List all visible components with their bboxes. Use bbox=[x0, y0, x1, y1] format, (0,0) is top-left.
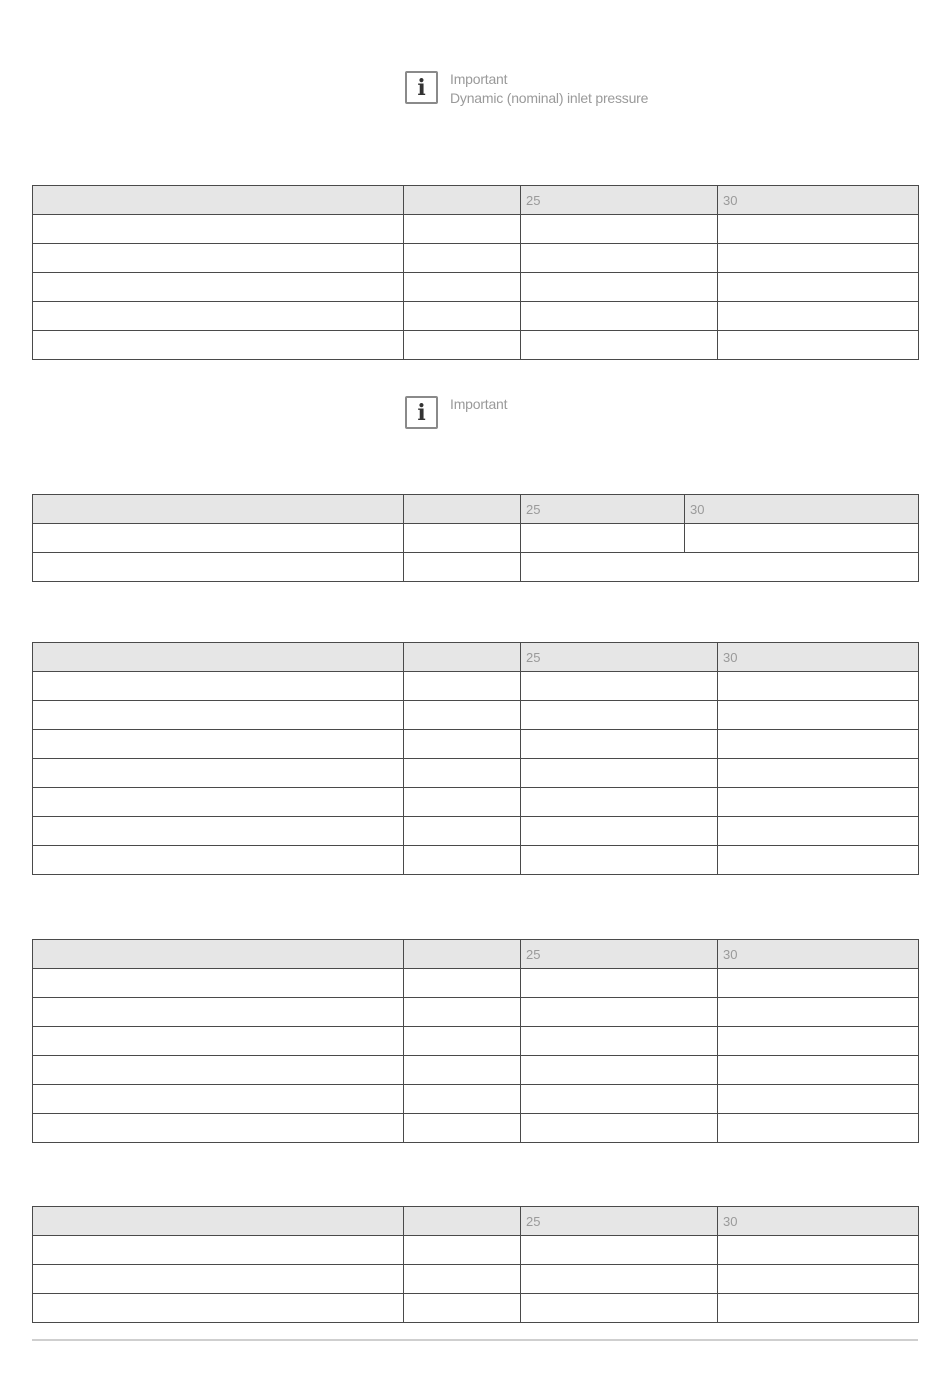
notice-title: Important bbox=[450, 71, 508, 87]
notice-text bbox=[450, 70, 648, 108]
table-row bbox=[33, 1265, 919, 1294]
table-row bbox=[33, 998, 919, 1027]
table-row bbox=[33, 1027, 919, 1056]
table-row bbox=[33, 244, 919, 273]
spec-table-1 bbox=[32, 185, 919, 360]
table-row bbox=[33, 1114, 919, 1143]
header-cell bbox=[404, 495, 521, 524]
spec-table-4 bbox=[32, 939, 919, 1143]
table-row bbox=[33, 1085, 919, 1114]
table-row bbox=[33, 701, 919, 730]
header-cell-25: 25 bbox=[521, 1207, 718, 1236]
info-icon: i bbox=[405, 396, 438, 429]
notice-title: Important bbox=[450, 396, 508, 412]
header-cell bbox=[404, 186, 521, 215]
table-row bbox=[33, 1294, 919, 1323]
table-header-row bbox=[33, 643, 919, 672]
header-cell-30: 30 bbox=[685, 495, 919, 524]
table-header-row bbox=[33, 940, 919, 969]
spec-table-5 bbox=[32, 1206, 919, 1323]
header-cell-30: 30 bbox=[718, 940, 919, 969]
header-cell bbox=[33, 940, 404, 969]
table-row bbox=[33, 553, 919, 582]
table-row bbox=[33, 788, 919, 817]
header-cell bbox=[33, 495, 404, 524]
header-cell-30: 30 bbox=[718, 643, 919, 672]
header-cell-25: 25 bbox=[521, 495, 685, 524]
header-cell bbox=[33, 186, 404, 215]
header-cell bbox=[33, 1207, 404, 1236]
table-row bbox=[33, 1056, 919, 1085]
table-header-row bbox=[33, 186, 919, 215]
header-cell-25: 25 bbox=[521, 940, 718, 969]
table-row bbox=[33, 215, 919, 244]
notice-text bbox=[450, 395, 507, 414]
header-cell bbox=[404, 940, 521, 969]
table-row bbox=[33, 302, 919, 331]
header-cell bbox=[404, 1207, 521, 1236]
table-row bbox=[33, 524, 919, 553]
spec-table-2 bbox=[32, 494, 919, 582]
header-cell bbox=[33, 643, 404, 672]
info-icon: i bbox=[405, 71, 438, 104]
table-row bbox=[33, 759, 919, 788]
table-row bbox=[33, 817, 919, 846]
table-row bbox=[33, 730, 919, 759]
important-notice-2 bbox=[405, 395, 507, 429]
header-cell-25: 25 bbox=[521, 186, 718, 215]
table-row bbox=[33, 672, 919, 701]
table-row bbox=[33, 846, 919, 875]
table-row bbox=[33, 273, 919, 302]
table-row bbox=[33, 331, 919, 360]
important-notice-1 bbox=[405, 70, 648, 108]
page-footer-divider bbox=[32, 1339, 918, 1341]
table-row bbox=[33, 1236, 919, 1265]
table-row bbox=[33, 969, 919, 998]
header-cell bbox=[404, 643, 521, 672]
header-cell-30: 30 bbox=[718, 186, 919, 215]
table-header-row bbox=[33, 495, 919, 524]
header-cell-30: 30 bbox=[718, 1207, 919, 1236]
spec-table-3 bbox=[32, 642, 919, 875]
header-cell-25: 25 bbox=[521, 643, 718, 672]
notice-body: Dynamic (nominal) inlet pressure bbox=[450, 90, 649, 106]
table-header-row bbox=[33, 1207, 919, 1236]
